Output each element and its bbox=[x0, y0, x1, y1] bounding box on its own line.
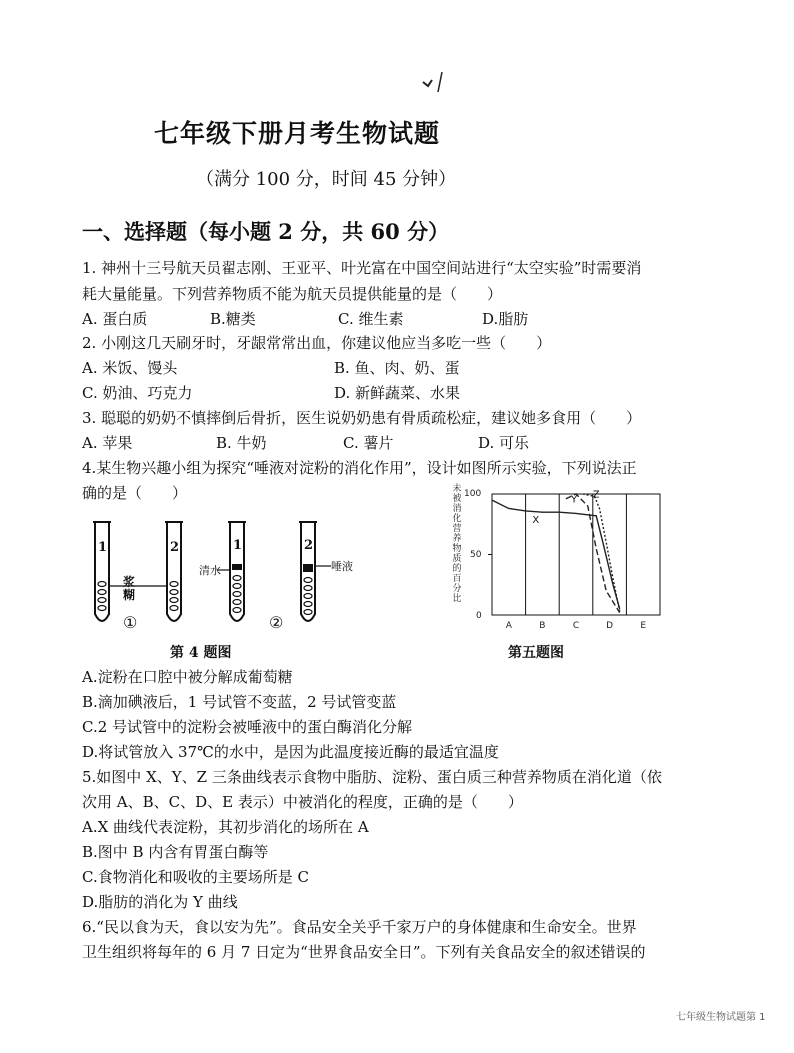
q5-option-c: C.食物消化和吸收的主要场所是 C bbox=[82, 868, 309, 886]
q4-stem-line2: 确的是（ ） bbox=[82, 484, 188, 502]
q5-digestion-chart bbox=[448, 478, 678, 638]
q4-option-c: C.2 号试管中的淀粉会被唾液中的蛋白酶消化分解 bbox=[82, 718, 413, 736]
q2-stem: 2. 小刚这几天刷牙时，牙龈常常出血，你建议他应当多吃一些（ ） bbox=[82, 334, 552, 352]
chart-ylabel: 未被消化营养物质的百分比 bbox=[452, 484, 462, 604]
saliva-label: 唾液 bbox=[331, 560, 353, 573]
q5-stem-line1: 5.如图中 X、Y、Z 三条曲线表示食物中脂肪、淀粉、蛋白质三种营养物质在消化道（依 bbox=[82, 768, 662, 786]
series-label-Y: Y bbox=[570, 494, 578, 506]
q4-test-tube-figure bbox=[85, 518, 355, 638]
water-label: 清水 bbox=[199, 564, 221, 577]
q1-option-a: A. 蛋白质 bbox=[82, 310, 148, 328]
chart-frame bbox=[492, 494, 660, 615]
group2-mark: ② bbox=[269, 613, 284, 632]
chart-plot-area bbox=[448, 478, 678, 638]
q6-stem-line2: 卫生组织将每年的 6 月 7 日定为“世界食品安全日”。下列有关食品安全的叙述错误的 bbox=[82, 943, 646, 961]
q4-option-a: A.淀粉在口腔中被分解成葡萄糖 bbox=[82, 668, 293, 686]
q3-option-d: D. 可乐 bbox=[478, 434, 530, 452]
q1-stem-line2: 耗大量能量。下列营养物质不能为航天员提供能量的是（ ） bbox=[82, 285, 503, 303]
pen-mark bbox=[420, 68, 450, 96]
series-label-X: X bbox=[532, 515, 540, 527]
q4-option-b: B.滴加碘液后，1 号试管不变蓝，2 号试管变蓝 bbox=[82, 693, 397, 711]
page-subtitle: （满分 100 分，时间 45 分钟） bbox=[196, 169, 457, 190]
ytick-100: 100 bbox=[464, 489, 482, 499]
series-label-Z: Z bbox=[592, 489, 600, 501]
q4-figure-caption: 第 4 题图 bbox=[170, 645, 232, 661]
q1-option-b: B.糖类 bbox=[210, 310, 256, 328]
q5-option-a: A.X 曲线代表淀粉，其初步消化的场所在 A bbox=[82, 818, 369, 836]
q5-option-b: B.图中 B 内含有胃蛋白酶等 bbox=[82, 843, 269, 861]
tube3-number: 1 bbox=[233, 538, 243, 553]
q3-option-c: C. 薯片 bbox=[343, 434, 394, 452]
xtick-C: C bbox=[572, 621, 580, 631]
xtick-D: D bbox=[606, 621, 614, 631]
page-title: 七年级下册月考生物试题 bbox=[154, 119, 441, 148]
q1-stem-line1: 1. 神州十三号航天员翟志刚、王亚平、叶光富在中国空间站进行“太空实验”时需要消 bbox=[82, 259, 642, 277]
q2-option-a: A. 米饭、馒头 bbox=[82, 359, 178, 377]
xtick-B: B bbox=[539, 621, 546, 631]
ytick-50: 50 bbox=[470, 550, 482, 560]
tube1-number: 1 bbox=[98, 540, 108, 555]
q5-stem-line2: 次用 A、B、C、D、E 表示）中被消化的程度，正确的是（ ） bbox=[82, 793, 523, 811]
tube4-number: 2 bbox=[304, 538, 314, 553]
q4-option-d: D.将试管放入 37℃的水中，是因为此温度接近酶的最适宜温度 bbox=[82, 743, 499, 761]
q1-option-c: C. 维生素 bbox=[338, 310, 404, 328]
section-heading: 一、选择题（每小题 2 分，共 60 分） bbox=[82, 219, 450, 244]
q2-option-c: C. 奶油、巧克力 bbox=[82, 384, 193, 402]
q2-option-d: D. 新鲜蔬菜、水果 bbox=[334, 384, 461, 402]
q3-option-b: B. 牛奶 bbox=[216, 434, 267, 452]
q5-figure-caption: 第五题图 bbox=[508, 645, 564, 661]
xtick-A: A bbox=[505, 621, 512, 631]
page-footer: 七年级生物试题第 1 bbox=[676, 1012, 766, 1023]
tube2-number: 2 bbox=[170, 540, 180, 555]
group1-mark: ① bbox=[123, 613, 138, 632]
ytick-0: 0 bbox=[476, 611, 482, 621]
q1-option-d: D.脂肪 bbox=[482, 310, 529, 328]
q4-stem-line1: 4.某生物兴趣小组为探究“唾液对淀粉的消化作用”，设计如图所示实验，下列说法正 bbox=[82, 459, 637, 477]
starch-label: 浆糊 bbox=[123, 575, 136, 602]
series-line-Z bbox=[583, 494, 620, 611]
q6-stem-line1: 6.“民以食为天，食以安为先”。食品安全关乎千家万户的身体健康和生命安全。世界 bbox=[82, 918, 637, 936]
q3-option-a: A. 苹果 bbox=[82, 434, 133, 452]
q5-option-d: D.脂肪的消化为 Y 曲线 bbox=[82, 893, 238, 911]
xtick-E: E bbox=[640, 621, 647, 631]
q2-option-b: B. 鱼、肉、奶、蛋 bbox=[334, 359, 460, 377]
q3-stem: 3. 聪聪的奶奶不慎摔倒后骨折，医生说奶奶患有骨质疏松症，建议她多食用（ ） bbox=[82, 409, 642, 427]
